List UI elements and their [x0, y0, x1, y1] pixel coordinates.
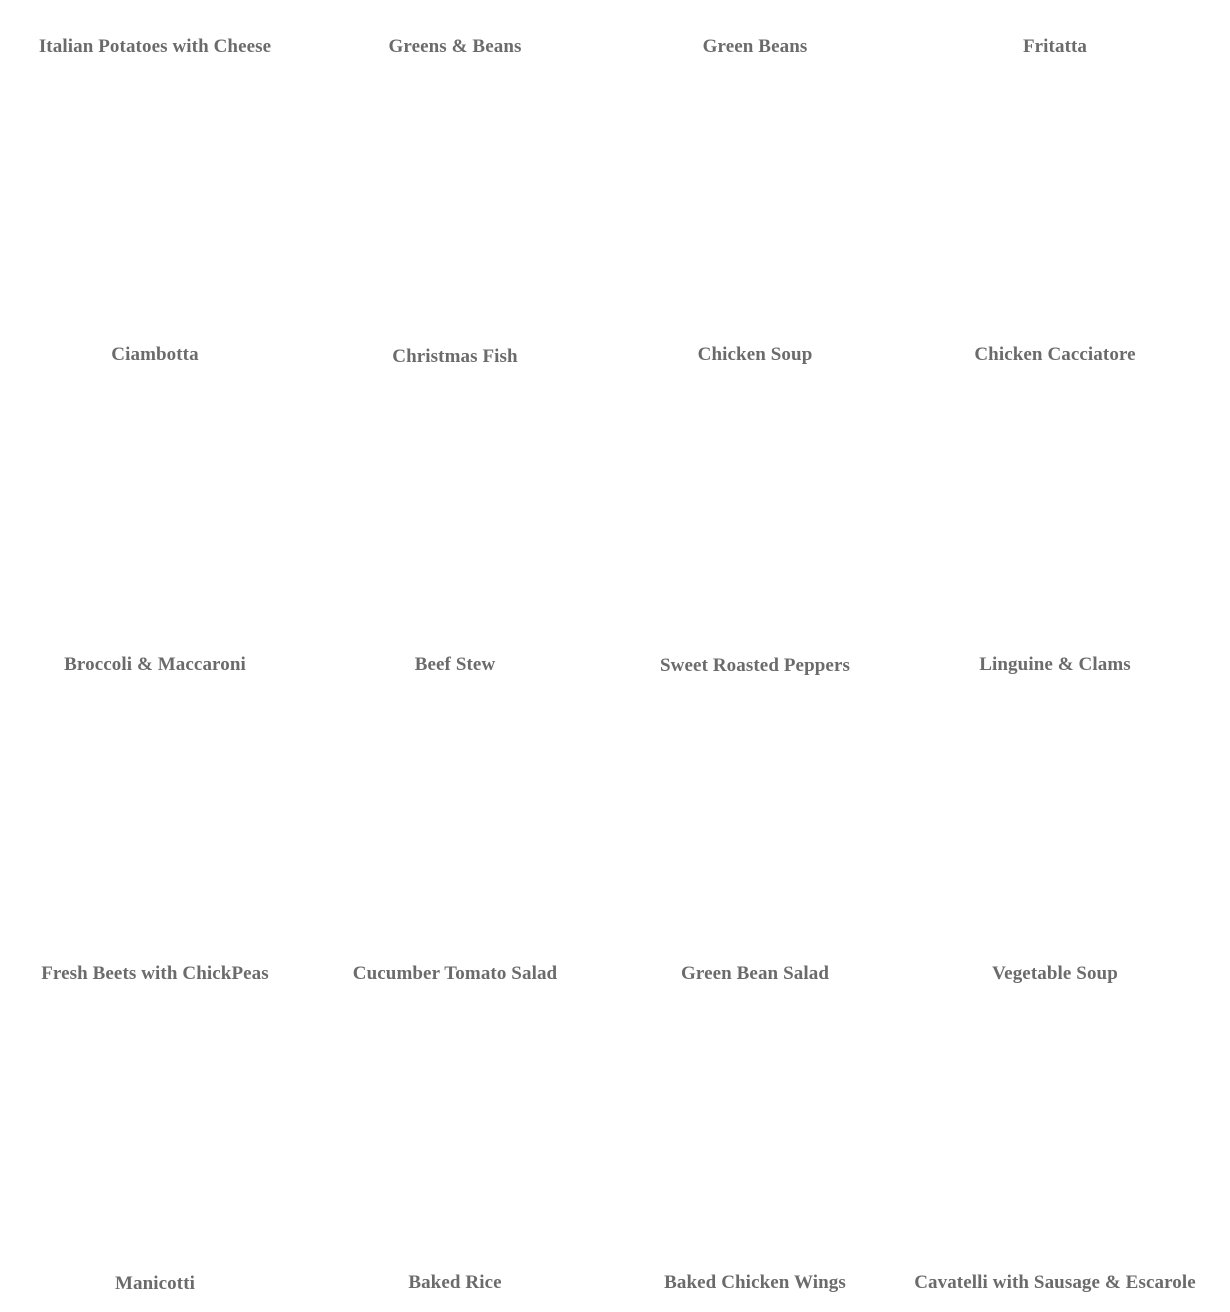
recipe-title[interactable]: Christmas Fish — [392, 346, 518, 367]
recipe-title[interactable]: Green Bean Salad — [681, 963, 829, 984]
recipe-card-baked-chicken-wings[interactable] — [605, 1268, 905, 1298]
recipe-card-fresh-beets-with-chickpeas[interactable] — [5, 959, 305, 989]
recipe-title[interactable]: Chicken Cacciatore — [974, 344, 1136, 365]
recipe-card-green-bean-salad[interactable] — [605, 959, 905, 989]
recipe-title[interactable]: Manicotti — [114, 1273, 196, 1294]
recipe-title[interactable]: Baked Rice — [408, 1272, 502, 1293]
recipe-card-chicken-cacciatore[interactable] — [905, 340, 1205, 370]
recipe-title[interactable]: Cavatelli with Sausage & Escarole — [914, 1272, 1196, 1293]
recipe-title[interactable]: Beef Stew — [414, 654, 496, 675]
recipe-card-vegetable-soup[interactable] — [905, 959, 1205, 989]
recipe-title[interactable]: Cucumber Tomato Salad — [352, 963, 558, 984]
recipe-card-linguine-clams[interactable] — [905, 650, 1205, 680]
recipe-title[interactable]: Green Beans — [702, 36, 808, 57]
recipe-card-fritatta[interactable] — [905, 32, 1205, 62]
recipe-title[interactable]: Chicken Soup — [697, 344, 813, 365]
recipe-title[interactable]: Fritatta — [1022, 36, 1088, 57]
recipe-card-broccoli-maccaroni[interactable] — [5, 650, 305, 680]
recipe-title[interactable]: Broccoli & Maccaroni — [64, 654, 246, 675]
recipe-title[interactable]: Baked Chicken Wings — [664, 1272, 846, 1293]
recipe-card-cucumber-tomato-salad[interactable] — [305, 959, 605, 989]
recipe-card-sweet-roasted-peppers[interactable] — [605, 651, 905, 681]
recipe-card-christmas-fish[interactable] — [305, 342, 605, 372]
recipe-card-italian-potatoes-with-cheese[interactable] — [5, 32, 305, 62]
recipe-card-manicotti[interactable] — [5, 1269, 305, 1299]
recipe-card-green-beans[interactable] — [605, 32, 905, 62]
recipe-card-ciambotta[interactable] — [5, 340, 305, 370]
recipe-card-greens-beans[interactable] — [305, 32, 605, 62]
recipe-card-baked-rice[interactable] — [305, 1268, 605, 1298]
recipe-title[interactable]: Greens & Beans — [388, 36, 522, 57]
recipe-title[interactable]: Linguine & Clams — [979, 654, 1131, 675]
recipe-card-cavatelli-with-sausage-escarole[interactable] — [905, 1268, 1205, 1298]
recipe-card-chicken-soup[interactable] — [605, 340, 905, 370]
recipe-title[interactable]: Sweet Roasted Peppers — [660, 655, 850, 676]
recipe-grid — [5, 0, 1205, 1312]
recipe-title[interactable]: Italian Potatoes with Cheese — [38, 36, 272, 57]
recipe-title[interactable]: Ciambotta — [111, 344, 199, 365]
recipe-card-beef-stew[interactable] — [305, 650, 605, 680]
recipe-title[interactable]: Fresh Beets with ChickPeas — [41, 963, 269, 984]
recipe-title[interactable]: Vegetable Soup — [992, 963, 1118, 984]
